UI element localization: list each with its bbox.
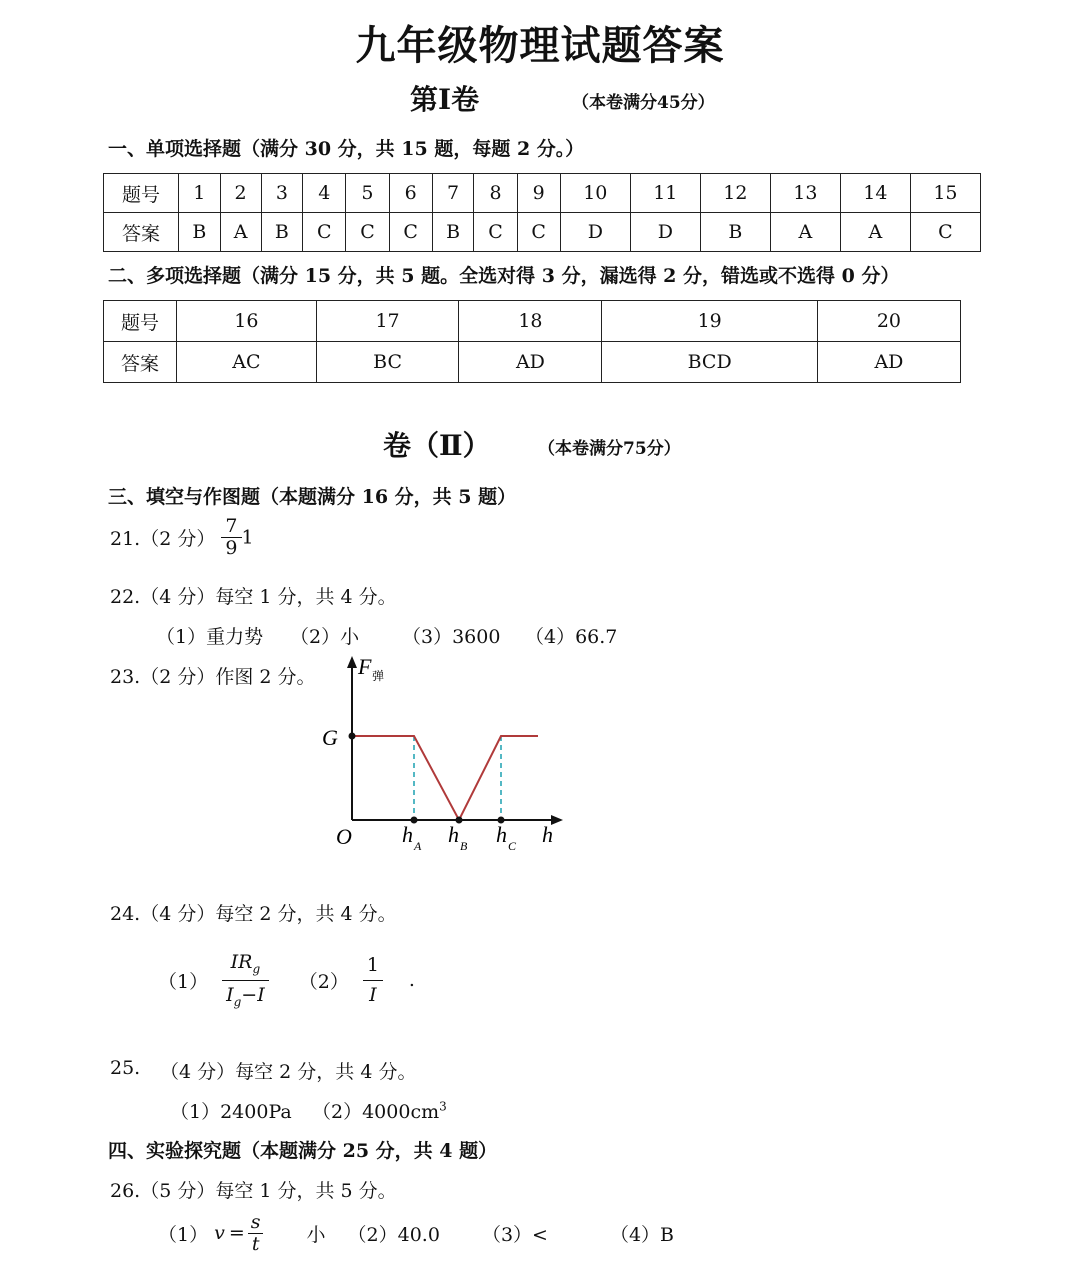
q22-answer-2: （2）小 [290, 626, 360, 648]
table-cell: AD [459, 342, 602, 383]
table-cell: 10 [560, 174, 630, 213]
q24-f1-num-main: IR [230, 951, 253, 973]
q21-label: 21.（2 分） [110, 527, 216, 550]
table-cell: C [474, 213, 517, 252]
table-cell: 6 [389, 174, 432, 213]
section3-heading: 三、填空与作图题（本题满分 16 分，共 5 题） [108, 486, 517, 508]
section2-heading: 二、多项选择题（满分 15 分，共 5 题。全选对得 3 分，漏选得 2 分，错选或不选得 0 分） [108, 265, 900, 287]
q24-f2-denominator: I [363, 980, 383, 1006]
table-cell: C [389, 213, 432, 252]
table-cell: B [261, 213, 303, 252]
q24-answer [158, 952, 415, 1009]
part1-note: （本卷满分45分） [572, 93, 715, 113]
table-row [104, 342, 961, 383]
y-axis-arrow [347, 656, 357, 668]
g-label: G [322, 725, 338, 750]
q24-label: 24.（4 分）每空 2 分，共 4 分。 [110, 903, 397, 925]
q24-f2-numerator: 1 [366, 954, 379, 977]
table-cell: BC [316, 342, 459, 383]
tick-sub-hc: C [508, 839, 517, 853]
table-cell: 1 [179, 174, 221, 213]
q24-f1-den-main: I [226, 983, 234, 1006]
q25-label: 25. [110, 1057, 141, 1079]
q22-answer-3: （3）3600 [402, 626, 501, 648]
table-cell: C [303, 213, 346, 252]
table-cell: C [346, 213, 389, 252]
table-cell: B [432, 213, 474, 252]
table-cell: A [840, 213, 910, 252]
q26-answer-4: （4）B [609, 1223, 675, 1246]
q24-fraction-2 [361, 955, 385, 1006]
q25-label-2: （4 分）每空 2 分，共 4 分。 [160, 1061, 417, 1083]
row-label: 答案 [104, 213, 179, 252]
table-cell: 11 [630, 174, 700, 213]
table-cell: 3 [261, 174, 303, 213]
q25-answer-2-sup: 3 [439, 1099, 447, 1114]
section1-heading: 一、单项选择题（满分 30 分，共 15 题，每题 2 分。） [108, 138, 585, 160]
table-cell: BCD [602, 342, 817, 383]
q26-fraction [247, 1212, 265, 1255]
q24-f1-denominator [222, 980, 269, 1009]
table-cell: 5 [346, 174, 389, 213]
q24-tail: . [408, 969, 415, 992]
point-g [349, 733, 356, 740]
page-title: 九年级物理试题答案 [355, 22, 725, 69]
tick-sub-hb: B [460, 839, 468, 853]
table-cell: 18 [459, 301, 602, 342]
q24-part-2: （2） [298, 970, 349, 993]
q21-numerator: 7 [225, 515, 238, 537]
q26-v: v [214, 1222, 225, 1245]
tick-sub-ha: A [414, 839, 422, 853]
table-cell: 9 [517, 174, 560, 213]
table-cell: AD [817, 342, 960, 383]
force-curve [352, 736, 538, 820]
table-row [104, 213, 981, 252]
tick-label-ha: h [402, 822, 413, 847]
q21-tail: 1 [241, 526, 254, 549]
table-cell: C [517, 213, 560, 252]
multiple-choice-table [103, 300, 961, 383]
q25-answer-2-text: （2）4000cm [312, 1101, 440, 1123]
part1-heading: 第Ⅰ卷 [410, 83, 480, 116]
row-label: 题号 [104, 174, 179, 213]
q26-numerator: s [250, 1211, 261, 1233]
q24-f1-numerator [223, 952, 269, 980]
q26-answer-2: （2）40.0 [347, 1223, 440, 1246]
table-cell: AC [177, 342, 317, 383]
table-cell: 7 [432, 174, 474, 213]
q26-denominator: t [248, 1233, 264, 1255]
table-cell: 2 [220, 174, 261, 213]
table-cell: D [630, 213, 700, 252]
q21-fraction [221, 516, 241, 559]
q26-eq: = [228, 1222, 245, 1245]
row-label: 题号 [104, 301, 177, 342]
tick-label-hb: h [448, 822, 459, 847]
table-cell: A [220, 213, 261, 252]
table-cell: 4 [303, 174, 346, 213]
table-row [104, 301, 961, 342]
row-label: 答案 [104, 342, 177, 383]
table-cell: 8 [474, 174, 517, 213]
q21-denominator: 9 [221, 537, 241, 559]
y-axis-label: F [358, 654, 372, 679]
table-cell: B [179, 213, 221, 252]
q26-label: 26.（5 分）每空 1 分，共 5 分。 [110, 1180, 397, 1202]
q26-part-1: （1） [158, 1223, 209, 1246]
part2-heading: 卷（Ⅱ） [383, 429, 491, 462]
table-cell: C [910, 213, 980, 252]
table-cell: 16 [177, 301, 317, 342]
q24-fraction-1 [222, 952, 269, 1009]
table-cell: B [700, 213, 770, 252]
q26-answer [158, 1212, 674, 1255]
table-cell: D [560, 213, 630, 252]
q26-answer-3: （3）< [481, 1223, 548, 1246]
table-cell: 19 [602, 301, 817, 342]
table-cell: 17 [316, 301, 459, 342]
q22-answer-4: （4）66.7 [525, 626, 618, 648]
section4-heading: 四、实验探究题（本题满分 25 分，共 4 题） [108, 1140, 498, 1162]
y-axis-sub: 弹 [372, 669, 385, 683]
q25-answer-1: （1）2400Pa [170, 1101, 292, 1123]
table-cell: 20 [817, 301, 960, 342]
q26-answer-small: 小 [306, 1223, 326, 1246]
q24-part-1: （1） [158, 970, 209, 993]
q23-label: 23.（2 分）作图 2 分。 [110, 666, 316, 688]
q24-f1-num-sub: g [252, 961, 261, 976]
q22-answer-1: （1）重力势 [156, 626, 264, 648]
origin-label: O [336, 824, 352, 849]
force-height-graph [310, 652, 580, 862]
q25-answer-2 [312, 1097, 447, 1124]
table-cell: 12 [700, 174, 770, 213]
part2-note: （本卷满分75分） [538, 439, 681, 459]
table-cell: 14 [840, 174, 910, 213]
table-row [104, 174, 981, 213]
q21 [110, 516, 254, 559]
table-cell: 15 [910, 174, 980, 213]
q22-label: 22.（4 分）每空 1 分，共 4 分。 [110, 586, 397, 608]
single-choice-table [103, 173, 981, 252]
x-axis-label: h [542, 822, 553, 847]
tick-label-hc: h [496, 822, 507, 847]
table-cell: 13 [770, 174, 840, 213]
q24-f1-den-tail: −I [241, 983, 265, 1006]
table-cell: A [770, 213, 840, 252]
q24-f1-den-sub: g [233, 994, 242, 1009]
